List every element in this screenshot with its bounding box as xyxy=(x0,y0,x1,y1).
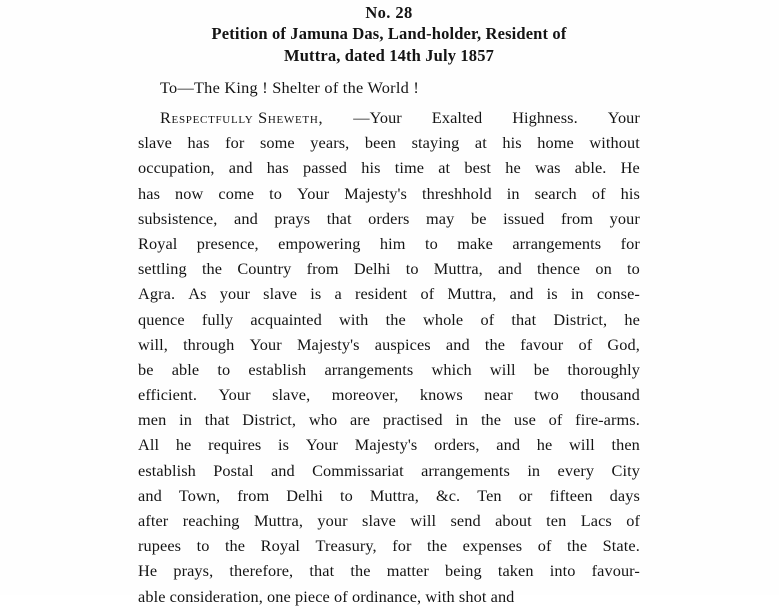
body-word: time xyxy=(394,158,425,178)
body-line xyxy=(138,206,640,231)
opening-smallcaps: Respectfully Sheweth, xyxy=(160,108,324,127)
body-word: Your xyxy=(607,108,640,127)
body-word: the xyxy=(484,334,506,354)
body-word: ten xyxy=(546,511,567,530)
body-word: arrangements xyxy=(512,233,602,253)
body-word: which xyxy=(431,359,472,379)
body-word: Your xyxy=(297,183,330,203)
body-word: he xyxy=(624,309,640,329)
body-word: rupees xyxy=(138,536,182,556)
body-word: issued xyxy=(503,208,545,228)
body-word: Muttra, xyxy=(369,485,419,505)
body-word: taken xyxy=(497,561,534,581)
body-word: of xyxy=(548,410,563,430)
body-word: in xyxy=(527,460,541,480)
body-word: years, xyxy=(310,133,350,153)
body-line xyxy=(138,432,640,457)
body-line xyxy=(138,508,640,533)
body-word: reaching xyxy=(182,511,240,530)
body-word: now xyxy=(175,183,204,203)
body-word: thousand xyxy=(580,385,640,405)
body-word: establish xyxy=(138,460,196,480)
body-word: prays, xyxy=(173,561,214,581)
body-word: without xyxy=(589,133,640,153)
body-word: some xyxy=(259,133,295,153)
body-word: the xyxy=(201,259,223,279)
body-word: he xyxy=(505,158,521,178)
body-word: fifteen xyxy=(549,485,593,505)
body-line xyxy=(138,256,640,281)
body-word: to xyxy=(196,536,210,556)
body-word: use xyxy=(513,410,536,430)
body-word: he xyxy=(536,435,553,455)
body-word: a xyxy=(334,284,342,304)
body-word: All xyxy=(138,435,160,455)
body-word: at xyxy=(474,133,487,153)
body-word: has xyxy=(266,158,289,178)
body-word: home xyxy=(537,133,574,153)
body-word: to xyxy=(405,259,419,279)
body-word: he xyxy=(175,435,192,455)
body-word: the xyxy=(350,561,371,581)
body-word: auspices xyxy=(374,334,431,354)
body-word: the xyxy=(566,536,588,556)
body-word: to xyxy=(217,359,231,379)
body-word: and xyxy=(509,284,534,304)
body-word: acquainted xyxy=(250,309,322,329)
body-word: District, xyxy=(242,410,297,430)
body-word: in xyxy=(506,183,520,203)
body-word: God, xyxy=(607,334,640,354)
body-word: presence, xyxy=(196,233,259,253)
body-word: that xyxy=(309,561,335,581)
body-word: to xyxy=(424,233,438,253)
body-word: orders, xyxy=(434,435,480,455)
body-word: Delhi xyxy=(286,485,323,505)
body-word: of xyxy=(591,183,606,203)
body-word: in xyxy=(455,410,469,430)
opening-dash-word: —Your xyxy=(353,108,402,127)
body-word: about xyxy=(495,511,532,530)
body-word: subsistence, xyxy=(138,208,218,228)
body-word: staying xyxy=(411,133,460,153)
body-word: near xyxy=(484,385,513,405)
body-word: able. xyxy=(574,158,607,178)
body-word: passed xyxy=(303,158,348,178)
body-word: He xyxy=(620,158,640,178)
body-word: of xyxy=(480,309,495,329)
body-word: efficient. xyxy=(138,385,198,405)
body-word: Royal xyxy=(260,536,301,556)
body-word: thoroughly xyxy=(567,359,640,379)
body-word: men xyxy=(138,410,167,430)
body-word: be xyxy=(138,359,154,379)
body-word: and xyxy=(228,158,253,178)
body-word: Postal xyxy=(213,460,254,480)
body-word: is xyxy=(546,284,558,304)
body-word: Your xyxy=(249,334,282,354)
body-word: orders xyxy=(368,208,410,228)
body-word: his xyxy=(361,158,381,178)
body-word: whole xyxy=(422,309,464,329)
body-word: slave xyxy=(263,284,298,304)
body-word: two xyxy=(534,385,559,405)
body-word: Your xyxy=(305,435,339,455)
body-word: establish xyxy=(248,359,307,379)
body-word: from xyxy=(306,259,339,279)
body-line xyxy=(138,181,640,206)
body-word: in xyxy=(179,410,192,430)
body-word: expenses xyxy=(462,536,523,556)
body-word: of xyxy=(420,284,435,304)
body-word: in xyxy=(570,284,584,304)
body-word: will xyxy=(410,511,437,530)
body-word: on xyxy=(595,259,612,279)
body-word: arrangements xyxy=(421,460,510,480)
body-word: that xyxy=(511,309,537,329)
body-word: and xyxy=(138,485,162,505)
body-word: will xyxy=(489,359,516,379)
body-word: Muttra, xyxy=(447,284,497,304)
body-word: knows xyxy=(419,385,463,405)
body-word: &c. xyxy=(435,485,461,505)
body-word: been xyxy=(364,133,397,153)
body-word: Exalted xyxy=(431,108,483,127)
body-word: to xyxy=(627,259,640,279)
body-word: arrangements xyxy=(324,359,414,379)
heading-block xyxy=(138,2,640,66)
body-word: Delhi xyxy=(353,259,391,279)
body-line xyxy=(138,558,640,583)
body-word: your xyxy=(317,511,348,530)
body-word: Highness. xyxy=(512,108,578,127)
body-word: may xyxy=(426,208,455,228)
petition-body xyxy=(138,105,640,609)
body-line xyxy=(138,307,640,332)
body-word: the xyxy=(385,309,406,329)
body-word: the xyxy=(224,536,246,556)
body-word: District, xyxy=(553,309,608,329)
body-word: matter xyxy=(386,561,429,581)
body-word: resident xyxy=(354,284,408,304)
body-word: and xyxy=(498,259,522,279)
body-word: requires xyxy=(208,435,262,455)
document-title-line-2: Muttra, dated 14th July 1857 xyxy=(284,45,494,65)
body-line xyxy=(138,458,640,483)
body-line xyxy=(138,155,640,180)
body-word: As xyxy=(188,284,207,304)
body-word: his xyxy=(620,183,640,203)
body-word: search xyxy=(534,183,577,203)
body-word: his xyxy=(502,133,522,153)
body-word: and xyxy=(445,334,470,354)
body-word: Town, xyxy=(178,485,221,505)
body-word: has xyxy=(187,133,210,153)
body-word: threshhold xyxy=(421,183,492,203)
body-word: has xyxy=(138,183,161,203)
body-word xyxy=(138,105,323,130)
body-word: quence xyxy=(138,309,185,329)
body-word: thence xyxy=(537,259,581,279)
body-word: slave xyxy=(362,511,396,530)
body-word: for xyxy=(225,133,245,153)
body-word: is xyxy=(310,284,322,304)
body-line xyxy=(138,533,640,558)
body-word: are xyxy=(349,410,371,430)
body-word: Commissariat xyxy=(312,460,404,480)
body-word: your xyxy=(219,284,250,304)
body-word: through xyxy=(183,334,235,354)
body-word: fire-arms. xyxy=(575,410,640,430)
body-word: who xyxy=(308,410,338,430)
body-word: to xyxy=(269,183,282,203)
body-word: moreover, xyxy=(331,385,399,405)
body-word: be xyxy=(470,208,487,228)
body-word: and xyxy=(496,435,521,455)
body-line xyxy=(138,231,640,256)
body-word: and xyxy=(270,460,295,480)
body-word: Lacs xyxy=(580,511,612,530)
body-word: the xyxy=(480,410,502,430)
body-word: favour- xyxy=(591,561,640,581)
body-line xyxy=(138,357,640,382)
body-word: make xyxy=(457,233,493,253)
body-word: fully xyxy=(201,309,234,329)
body-word: days xyxy=(609,485,640,505)
body-word: with xyxy=(339,309,369,329)
body-word: or xyxy=(518,485,533,505)
body-line: able consideration, one piece of ordinance, with shot and xyxy=(138,586,515,606)
body-word: into xyxy=(549,561,576,581)
body-word: Country xyxy=(237,259,292,279)
body-word: at xyxy=(438,158,451,178)
body-word: being xyxy=(445,561,482,581)
body-word: Majesty's xyxy=(354,435,418,455)
body-word: Agra. xyxy=(138,284,176,304)
body-word: that xyxy=(204,410,230,430)
document-title-line-1: Petition of Jamuna Das, Land-holder, Resident of xyxy=(211,24,567,43)
body-word: of xyxy=(537,536,552,556)
body-line xyxy=(138,407,640,432)
document-number: No. 28 xyxy=(365,3,413,22)
body-word: Muttra, xyxy=(253,511,304,530)
body-word: settling xyxy=(138,259,187,279)
body-word: every xyxy=(557,460,595,480)
body-word: from xyxy=(561,208,594,228)
body-word: Royal xyxy=(138,233,178,253)
body-word: of xyxy=(578,334,593,354)
body-line xyxy=(138,130,640,155)
body-word: will, xyxy=(138,334,168,354)
body-word: to xyxy=(339,485,353,505)
body-word: empowering xyxy=(278,233,361,253)
body-word: and xyxy=(234,208,258,228)
body-word: will xyxy=(569,435,595,455)
body-word: conse- xyxy=(596,284,640,304)
body-word: Muttra, xyxy=(433,259,483,279)
body-word: therefore, xyxy=(229,561,294,581)
body-word: him xyxy=(379,233,406,253)
body-word: prays xyxy=(274,208,311,228)
body-line xyxy=(138,483,640,508)
body-word: your xyxy=(609,208,640,228)
body-line xyxy=(138,332,640,357)
body-word: is xyxy=(278,435,290,455)
body-word: for xyxy=(620,233,640,253)
body-word: that xyxy=(326,208,352,228)
body-word: Treasury, xyxy=(315,536,377,556)
body-word: come xyxy=(218,183,255,203)
body-word: slave xyxy=(138,133,172,153)
body-line xyxy=(138,105,640,130)
body-word: able xyxy=(171,359,200,379)
body-word: then xyxy=(611,435,640,455)
body-line xyxy=(138,281,640,306)
body-word: City xyxy=(611,460,640,480)
body-word: send xyxy=(450,511,481,530)
body-word: Ten xyxy=(477,485,502,505)
body-word: be xyxy=(533,359,550,379)
body-word: was xyxy=(534,158,561,178)
body-word: slave, xyxy=(272,385,311,405)
body-word: favour xyxy=(520,334,564,354)
salutation-line: To—The King ! Shelter of the World ! xyxy=(160,78,420,97)
body-word: after xyxy=(138,511,169,530)
body-word: Your xyxy=(218,385,251,405)
body-word: the xyxy=(426,536,448,556)
body-word: State. xyxy=(602,536,640,556)
body-word: He xyxy=(138,561,158,581)
body-line xyxy=(138,382,640,407)
body-word: for xyxy=(392,536,412,556)
body-word: occupation, xyxy=(138,158,215,178)
body-word: Majesty's xyxy=(344,183,407,203)
body-word: practised xyxy=(382,410,443,430)
body-word: from xyxy=(237,485,270,505)
body-word: best xyxy=(464,158,492,178)
body-word: Majesty's xyxy=(296,334,360,354)
body-word: of xyxy=(626,511,640,530)
